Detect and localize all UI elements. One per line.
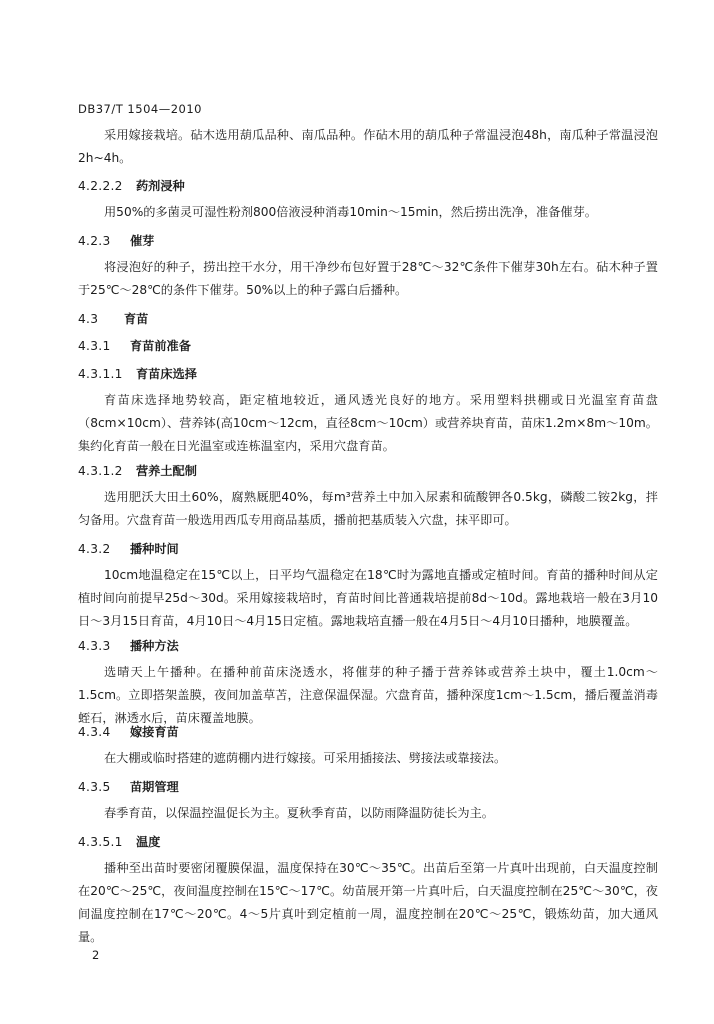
section-title: 催芽 bbox=[130, 234, 155, 248]
paragraph: 10cm地温稳定在15℃以上，日平均气温稳定在18℃时为露地直播或定植时间。育苗的播种时间从定植时间向前提早25d～30d。采用嫁接栽培时，育苗时间比普通栽培提前8d～10d。露地栽培一般在3月10日～3月15日育苗，4月10日～4月15日定植。露地栽培直播一般在4月5日～4月10日播种，地膜覆盖。 bbox=[78, 568, 658, 628]
section-number: 4.3.5 bbox=[78, 780, 111, 794]
section-heading bbox=[78, 721, 658, 744]
paragraph: 采用嫁接栽培。砧木选用葫瓜品种、南瓜品种。作砧木用的葫瓜种子常温浸泡48h，南瓜种子常温浸泡2h~4h。 bbox=[78, 128, 658, 165]
section-title: 营养土配制 bbox=[136, 464, 197, 478]
section-heading bbox=[78, 831, 658, 854]
section-heading bbox=[78, 308, 658, 331]
section-title: 播种时间 bbox=[130, 542, 179, 556]
section-number: 4.3 bbox=[78, 312, 99, 326]
section-heading bbox=[78, 230, 658, 253]
paragraph: 将浸泡好的种子，捞出控干水分，用干净纱布包好置于28℃～32℃条件下催芽30h左右。砧木种子置于25℃～28℃的条件下催芽。50%以上的种子露白后播种。 bbox=[78, 260, 658, 297]
section-title: 播种方法 bbox=[130, 639, 179, 653]
section-heading bbox=[78, 175, 658, 198]
section-number: 4.3.1.1 bbox=[78, 367, 123, 381]
section-title: 温度 bbox=[136, 835, 161, 849]
section-number: 4.2.2.2 bbox=[78, 179, 123, 193]
section-number: 4.3.1 bbox=[78, 339, 111, 353]
paragraph: 用50%的多菌灵可湿性粉剂800倍液浸种消毒10min～15min，然后捞出洗净，准备催芽。 bbox=[104, 205, 597, 219]
section-heading bbox=[78, 538, 658, 561]
section-heading bbox=[78, 363, 658, 386]
section-title: 育苗前准备 bbox=[130, 339, 191, 353]
section-number: 4.2.3 bbox=[78, 234, 111, 248]
paragraph: 育苗床选择地势较高，距定植地较近，通风透光良好的地方。采用塑料拱棚或日光温室育苗盘（8cm×10cm）、营养钵(高10cm～12cm，直径8cm～10cm）或营养块育苗，苗床1.2m×8m～10m。集约化育苗一般在日光温室或连栋温室内，采用穴盘育苗。 bbox=[78, 393, 658, 453]
paragraph: 播种至出苗时要密闭覆膜保温，温度保持在30℃～35℃。出苗后至第一片真叶出现前，白天温度控制在20℃～25℃，夜间温度控制在15℃～17℃。幼苗展开第一片真叶后，白天温度控制在25℃～30℃，夜间温度控制在17℃～20℃。4～5片真叶到定植前一周，温度控制在20℃～25℃，锻炼幼苗，加大通风量。 bbox=[78, 861, 658, 944]
section-title: 育苗 bbox=[124, 312, 149, 326]
paragraph: 选用肥沃大田土60%，腐熟厩肥40%，每m³营养土中加入尿素和硫酸钾各0.5kg，磷酸二铵2kg，拌匀备用。穴盘育苗一般选用西瓜专用商品基质，播前把基质装入穴盘，抹平即可。 bbox=[78, 490, 658, 527]
paragraph: 选晴天上午播种。在播种前苗床浇透水，将催芽的种子播于营养钵或营养土块中，覆土1.0cm～1.5cm。立即搭架盖膜，夜间加盖草苫，注意保温保湿。穴盘育苗，播种深度1cm～1.5cm，播后覆盖消毒蛭石，淋透水后，苗床覆盖地膜。 bbox=[78, 665, 658, 725]
section-number: 4.3.3 bbox=[78, 639, 111, 653]
document-code: DB37/T 1504—2010 bbox=[78, 102, 202, 116]
section-heading bbox=[78, 635, 658, 658]
section-title: 育苗床选择 bbox=[136, 367, 197, 381]
section-number: 4.3.5.1 bbox=[78, 835, 123, 849]
section-heading bbox=[78, 776, 658, 799]
paragraph: 在大棚或临时搭建的遮荫棚内进行嫁接。可采用插接法、劈接法或靠接法。 bbox=[104, 751, 507, 765]
section-number: 4.3.4 bbox=[78, 725, 111, 739]
section-title: 苗期管理 bbox=[130, 780, 179, 794]
section-title: 嫁接育苗 bbox=[130, 725, 179, 739]
paragraph: 春季育苗，以保温控温促长为主。夏秋季育苗，以防雨降温防徒长为主。 bbox=[104, 806, 494, 820]
section-heading bbox=[78, 335, 658, 358]
page-number: 2 bbox=[92, 948, 100, 962]
section-heading bbox=[78, 460, 658, 483]
section-number: 4.3.1.2 bbox=[78, 464, 123, 478]
section-title: 药剂浸种 bbox=[136, 179, 185, 193]
section-number: 4.3.2 bbox=[78, 542, 111, 556]
